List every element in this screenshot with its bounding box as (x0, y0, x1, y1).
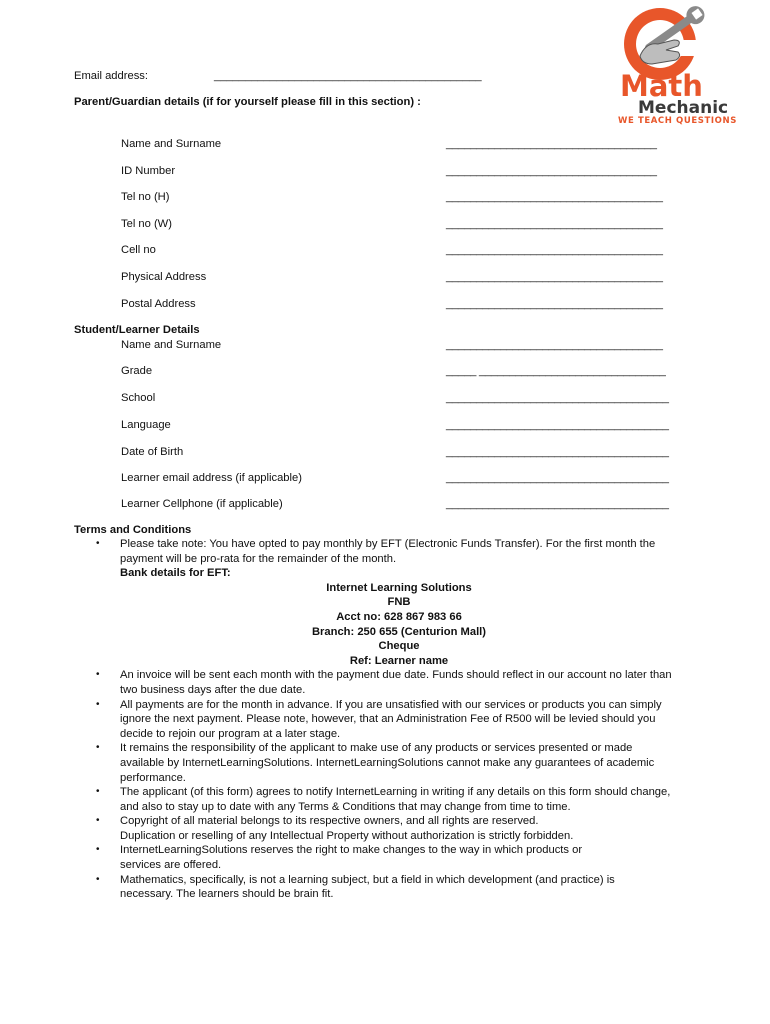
cell-no-field[interactable]: ____________________________________ (446, 244, 663, 256)
learner-section-title: Student/Learner Details (74, 324, 200, 336)
id-number-field[interactable]: ___________________________________ (446, 165, 657, 177)
field-label: ID Number (121, 165, 176, 177)
bank-reference: Ref: Learner name (349, 654, 449, 667)
learner-field-school (121, 392, 681, 406)
list-item: • Mathematics, specifically, is not a learning subject, but a field in which development (and practice) is necessary. The learners should be brain fit. (96, 873, 615, 901)
bank-details-title: Bank details for EFT: (120, 567, 231, 580)
learner-cellphone-field[interactable]: _____________________________________ (446, 498, 669, 510)
learner-field-language (121, 419, 681, 433)
bank-branch: Branch: 250 655 (Centurion Mall) (311, 625, 487, 638)
field-label: Physical Address (121, 271, 207, 283)
bullet-icon: • (96, 698, 100, 710)
bullet-icon: • (96, 786, 100, 798)
list-item: • An invoice will be sent each month with the payment due date. Funds should reflect in our account no later than two business days after the due date. (96, 669, 672, 696)
bank-details (74, 581, 704, 669)
logo-name-mechanic: Mechanic (638, 98, 729, 118)
learner-email-field[interactable]: _____________________________________ (446, 472, 669, 484)
bullet-icon: • (96, 742, 100, 754)
bank-account-number: Acct no: 628 867 983 66 (336, 610, 462, 623)
learner-field-dob (121, 446, 681, 460)
bank-name: FNB (387, 596, 411, 609)
field-label: Postal Address (121, 298, 196, 310)
field-label: Date of Birth (121, 446, 184, 458)
bullet-icon: • (96, 815, 100, 827)
field-label: Name and Surname (121, 339, 222, 351)
name-surname-field[interactable]: ___________________________________ (446, 138, 657, 150)
email-field[interactable]: ___________________________________________ (214, 70, 482, 82)
learner-field-cellphone (121, 498, 681, 512)
math-mechanic-logo (612, 4, 762, 128)
list-item: • The applicant (of this form) agrees to notify InternetLearning in writing if any details on this form should change, and also to stay up to date with any Terms & Conditions that may change from time to time. (96, 786, 671, 813)
field-label: Cell no (121, 244, 156, 256)
date-of-birth-field[interactable]: _____________________________________ (446, 446, 669, 458)
terms-section (74, 523, 704, 902)
terms-title: Terms and Conditions (74, 524, 192, 536)
field-label: Name and Surname (121, 138, 222, 150)
learner-field-grade (121, 365, 681, 379)
bullet-icon: • (96, 844, 100, 856)
bank-account-name: Internet Learning Solutions (326, 581, 472, 594)
list-item: • All payments are for the month in advance. If you are unsatisfied with our services or products you can simply ignore the next payment. Please note, however, that an Administration Fee of R500 will be levied should you decide to rejoin our program at a later stage. (96, 698, 662, 740)
learner-name-field[interactable]: ____________________________________ (446, 339, 663, 351)
list-item: • It remains the responsibility of the applicant to make use of any products or services presented or made available by InternetLearningSolutions. InternetLearningSolutions cannot make any guarantees of academic performance. (96, 742, 655, 784)
learner-field-name (121, 339, 681, 353)
list-item: • Please take note: You have opted to pay monthly by EFT (Electronic Funds Transfer). For the first month the payment will be pro-rata for the remainder of the month. (96, 538, 656, 565)
logo-name-math: Math (620, 69, 703, 103)
tel-home-field[interactable]: ____________________________________ (446, 191, 663, 203)
list-item: • InternetLearningSolutions reserves the right to make changes to the way in which products or services are offered. (96, 844, 583, 872)
email-label: Email address: (74, 70, 148, 82)
language-field[interactable]: _____________________________________ (446, 419, 669, 431)
physical-address-field[interactable]: ____________________________________ (446, 271, 663, 283)
guardian-section-title: Parent/Guardian details (if for yourself please fill in this section) : (74, 96, 421, 108)
field-label: Learner Cellphone (if applicable) (121, 498, 283, 510)
field-label: Grade (121, 365, 153, 377)
field-label: Language (121, 419, 171, 431)
bullet-icon: • (96, 873, 100, 885)
grade-field[interactable]: _____ _______________________________ (446, 365, 666, 377)
guardian-field-tel-h (121, 191, 681, 205)
field-label: School (121, 392, 156, 404)
tel-work-field[interactable]: ____________________________________ (446, 218, 663, 230)
guardian-field-tel-w (121, 218, 681, 232)
guardian-field-cell (121, 244, 681, 258)
list-item: • Copyright of all material belongs to its respective owners, and all rights are reserved. Duplication or reselling of any Intellectual Property without authorization is strictly forbidden. (96, 815, 574, 842)
field-label: Learner email address (if applicable) (121, 472, 302, 484)
bullet-icon: • (96, 538, 100, 549)
bank-account-type: Cheque (378, 640, 420, 653)
logo-tagline: WE TEACH QUESTIONS (618, 116, 737, 126)
postal-address-field[interactable]: ____________________________________ (446, 298, 663, 310)
field-label: Tel no (W) (121, 218, 172, 230)
school-field[interactable]: _____________________________________ (446, 392, 669, 404)
bullet-icon: • (96, 669, 100, 681)
field-label: Tel no (H) (121, 191, 170, 203)
learner-field-email (121, 472, 681, 486)
guardian-field-name (121, 138, 681, 152)
guardian-field-id (121, 165, 681, 179)
guardian-field-physical (121, 271, 681, 285)
guardian-field-postal (121, 298, 681, 312)
